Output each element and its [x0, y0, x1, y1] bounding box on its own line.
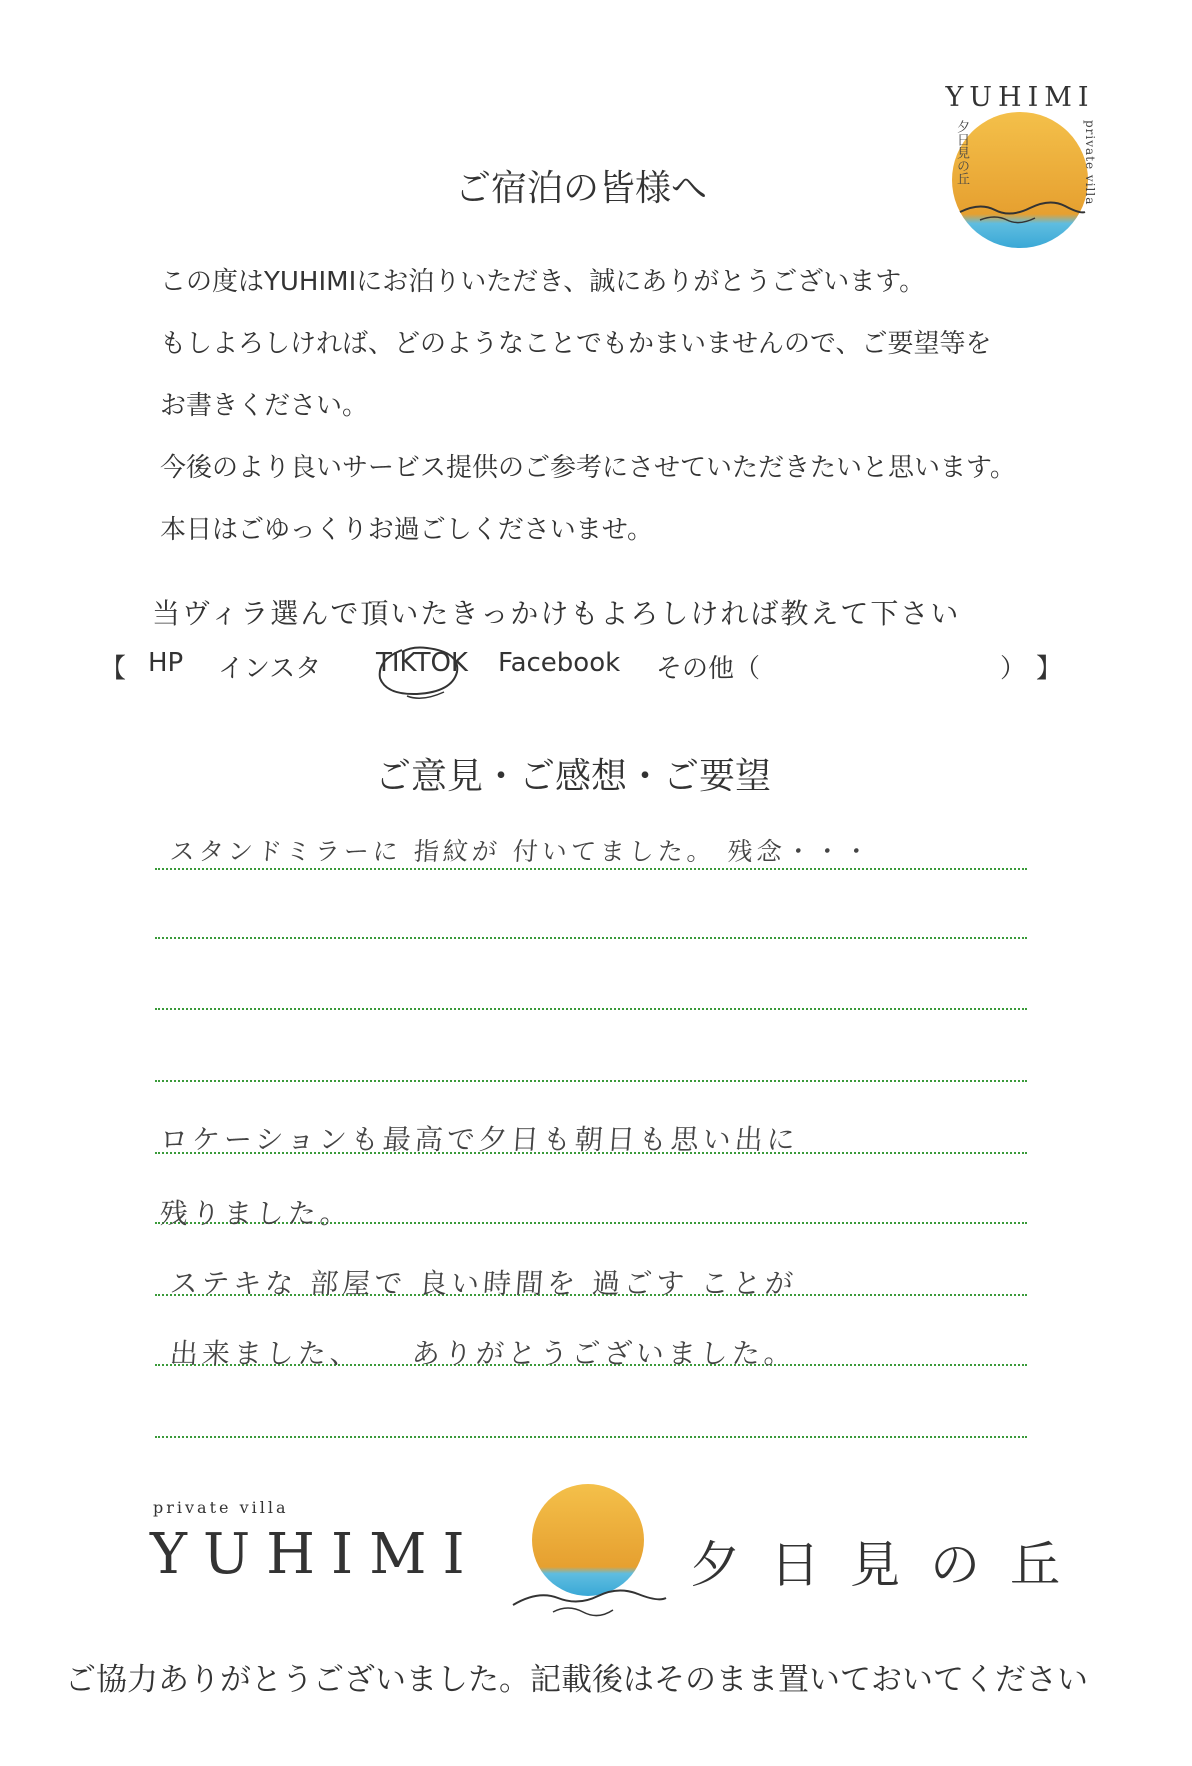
intro-line: 今後のより良いサービス提供のご参考にさせていただきたいと思います。: [160, 453, 1016, 483]
writing-line: [155, 937, 1027, 939]
writing-line: [155, 1436, 1027, 1438]
handwritten-comment: ロケーションも最高で夕日も朝日も思い出に: [158, 1123, 800, 1156]
bottom-jp-name: 夕日見の丘: [690, 1536, 1090, 1594]
option-other[interactable]: その他（: [656, 654, 761, 684]
top-logo-jp-vertical: 夕日見の丘: [954, 120, 969, 185]
handwritten-comment: スタンドミラーに 指紋が 付いてました。 残念・・・: [168, 837, 874, 866]
bottom-brand: YUHIMI: [150, 1522, 481, 1587]
bottom-private-villa: private villa: [153, 1498, 289, 1517]
bottom-sun-logo-icon: [498, 1480, 678, 1630]
bracket-close: 】: [1036, 654, 1063, 684]
writing-line: [155, 868, 1027, 870]
writing-line: [155, 1008, 1027, 1010]
top-logo-brand: YUHIMI: [945, 82, 1095, 113]
option-facebook[interactable]: Facebook: [498, 648, 621, 678]
option-insta[interactable]: インスタ: [218, 654, 322, 684]
page-title: ご宿泊の皆様へ: [455, 168, 708, 209]
feedback-heading: ご意見・ご感想・ご要望: [375, 756, 772, 797]
option-tiktok[interactable]: TIKTOK: [376, 648, 468, 678]
selected-circle-mark: [372, 640, 464, 702]
intro-line: お書きください。: [160, 391, 369, 421]
intro-line: もしよろしければ、どのようなことでもかまいませんので、ご要望等を: [160, 329, 992, 359]
bracket-open: 【: [100, 654, 127, 684]
referral-options: [100, 648, 1063, 692]
intro-line: 本日はごゆっくりお過ごしくださいませ。: [160, 515, 653, 545]
writing-line: [155, 1080, 1027, 1082]
intro-line: この度はYUHIMIにお泊りいただき、誠にありがとうございます。: [160, 267, 926, 297]
paren-close: ）: [1000, 654, 1027, 684]
intro-text: [160, 262, 1120, 572]
handwritten-comment: 出来ました、 ありがとうございました。: [168, 1337, 798, 1370]
handwritten-comment: ステキな 部屋で 良い時間を 過ごす ことが: [168, 1267, 799, 1300]
footer-note: ご協力ありがとうございました。記載後はそのまま置いておいてください: [65, 1662, 1088, 1698]
top-logo-en-vertical: private villa: [1083, 120, 1097, 206]
referral-question: 当ヴィラ選んで頂いたきっかけもよろしければ教えて下さい: [152, 597, 961, 630]
handwritten-comment: 残りました。: [158, 1197, 354, 1230]
option-hp[interactable]: HP: [148, 648, 184, 678]
